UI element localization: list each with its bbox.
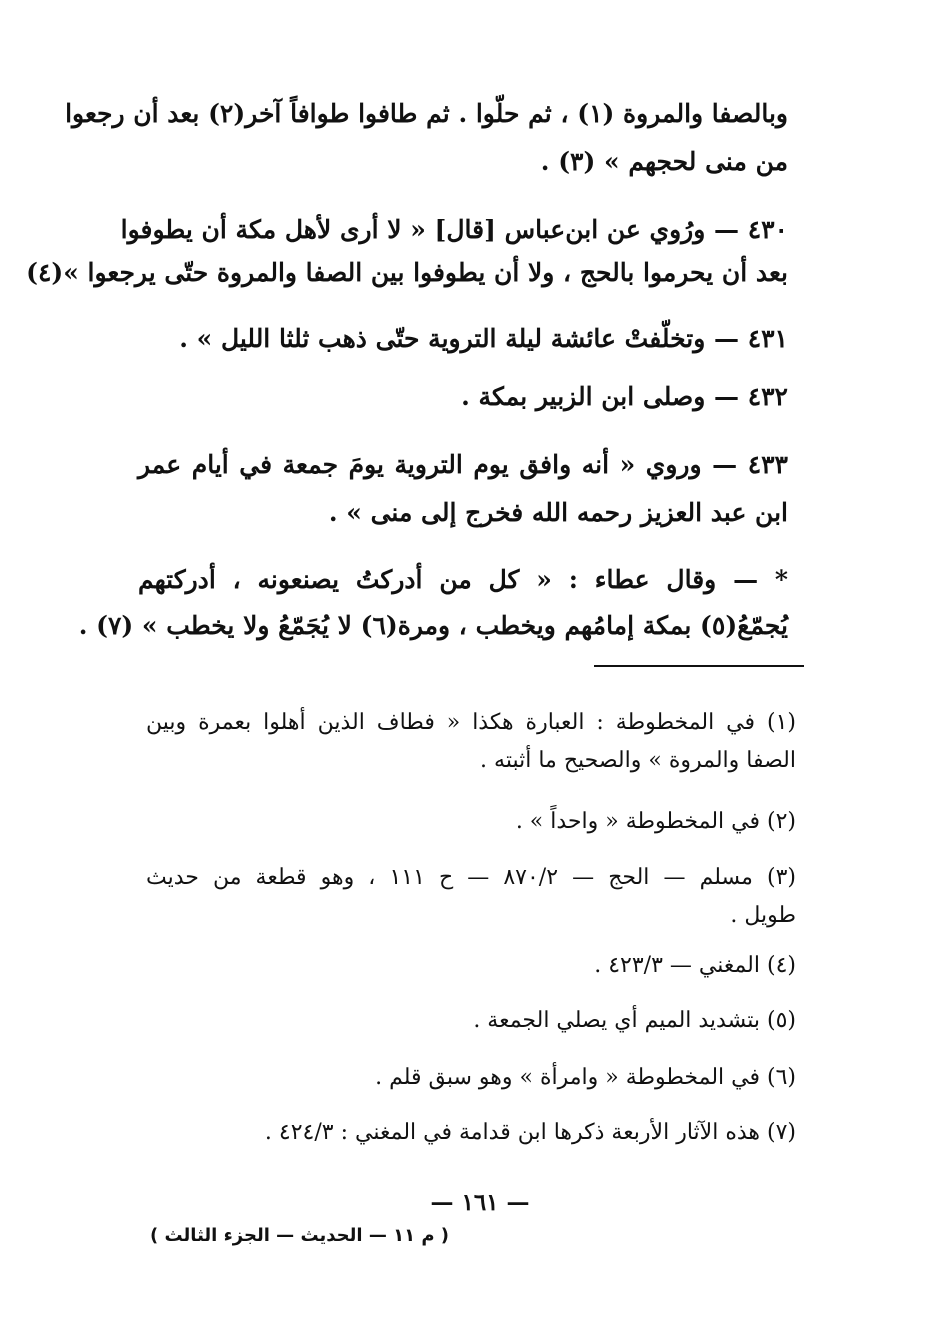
footnote-line: (٧) هذه الآثار الأربعة ذكرها ابن قدامة في المغني : ٤٢٤/٣ . (264, 1120, 796, 1145)
footnote-line: (٥) بتشديد الميم أي يصلي الجمعة . (473, 1008, 796, 1033)
footnote-line: (٦) في المخطوطة « وامرأة » وهو سبق قلم . (375, 1065, 796, 1090)
printer-signature: ( م ١١ — الحديث — الجزء الثالث ) (150, 1225, 450, 1246)
footnote-separator (594, 665, 804, 667)
paragraph-433-line: ابن عبد العزيز رحمه الله فخرج إلى منى » . (328, 498, 788, 527)
main-text-line: وبالصفا والمروة (١) ، ثم حلّوا . ثم طافوا طوافاً آخر(٢) بعد أن رجعوا (65, 99, 788, 128)
footnote-line: (١) في المخطوطة : العبارة هكذا « فطاف الذين أهلوا بعمرة وبين (146, 710, 796, 735)
page-number: — ١٦١ — (430, 1189, 530, 1216)
footnote-line: (٣) مسلم — الحج — ٨٧٠/٢ — ح ١١١ ، وهو قطعة من حديث (146, 865, 796, 890)
paragraph-ata-line: * — وقال عطاء : « كل من أدركتُ يصنعونه ، أدركتهم (138, 565, 788, 594)
paragraph-431-line: ٤٣١ — وتخلّفتْ عائشة ليلة التروية حتّى ذهب ثلثا الليل » . (179, 324, 788, 353)
paragraph-432-line: ٤٣٢ — وصلى ابن الزبير بمكة . (461, 382, 788, 411)
paragraph-433-line: ٤٣٣ — وروي « أنه وافق يوم التروية يومَ جمعة في أيام عمر (138, 450, 788, 479)
footnote-line: طويل . (730, 903, 796, 928)
main-text-line: من منى لحجهم » (٣) . (540, 147, 788, 176)
footnote-line: (٢) في المخطوطة « واحداً » . (515, 809, 796, 834)
paragraph-ata-line: يُجمّعُ(٥) بمكة إمامُهم ويخطب ، ومرة(٦) لا يُجَمّعُ ولا يخطب » (٧) . (78, 611, 788, 640)
paragraph-430-line: ٤٣٠ — ورُوي عن ابن‌عباس [قال] « لا أرى لأهل مكة أن يطوفوا (120, 215, 788, 244)
footnote-line: (٤) المغني — ٤٢٣/٣ . (594, 953, 796, 978)
paragraph-430-line: بعد أن يحرموا بالحج ، ولا أن يطوفوا بين الصفا والمروة حتّى يرجعوا »(٤) (26, 258, 788, 287)
footnote-line: الصفا والمروة » والصحيح ما أثبته . (480, 748, 796, 773)
